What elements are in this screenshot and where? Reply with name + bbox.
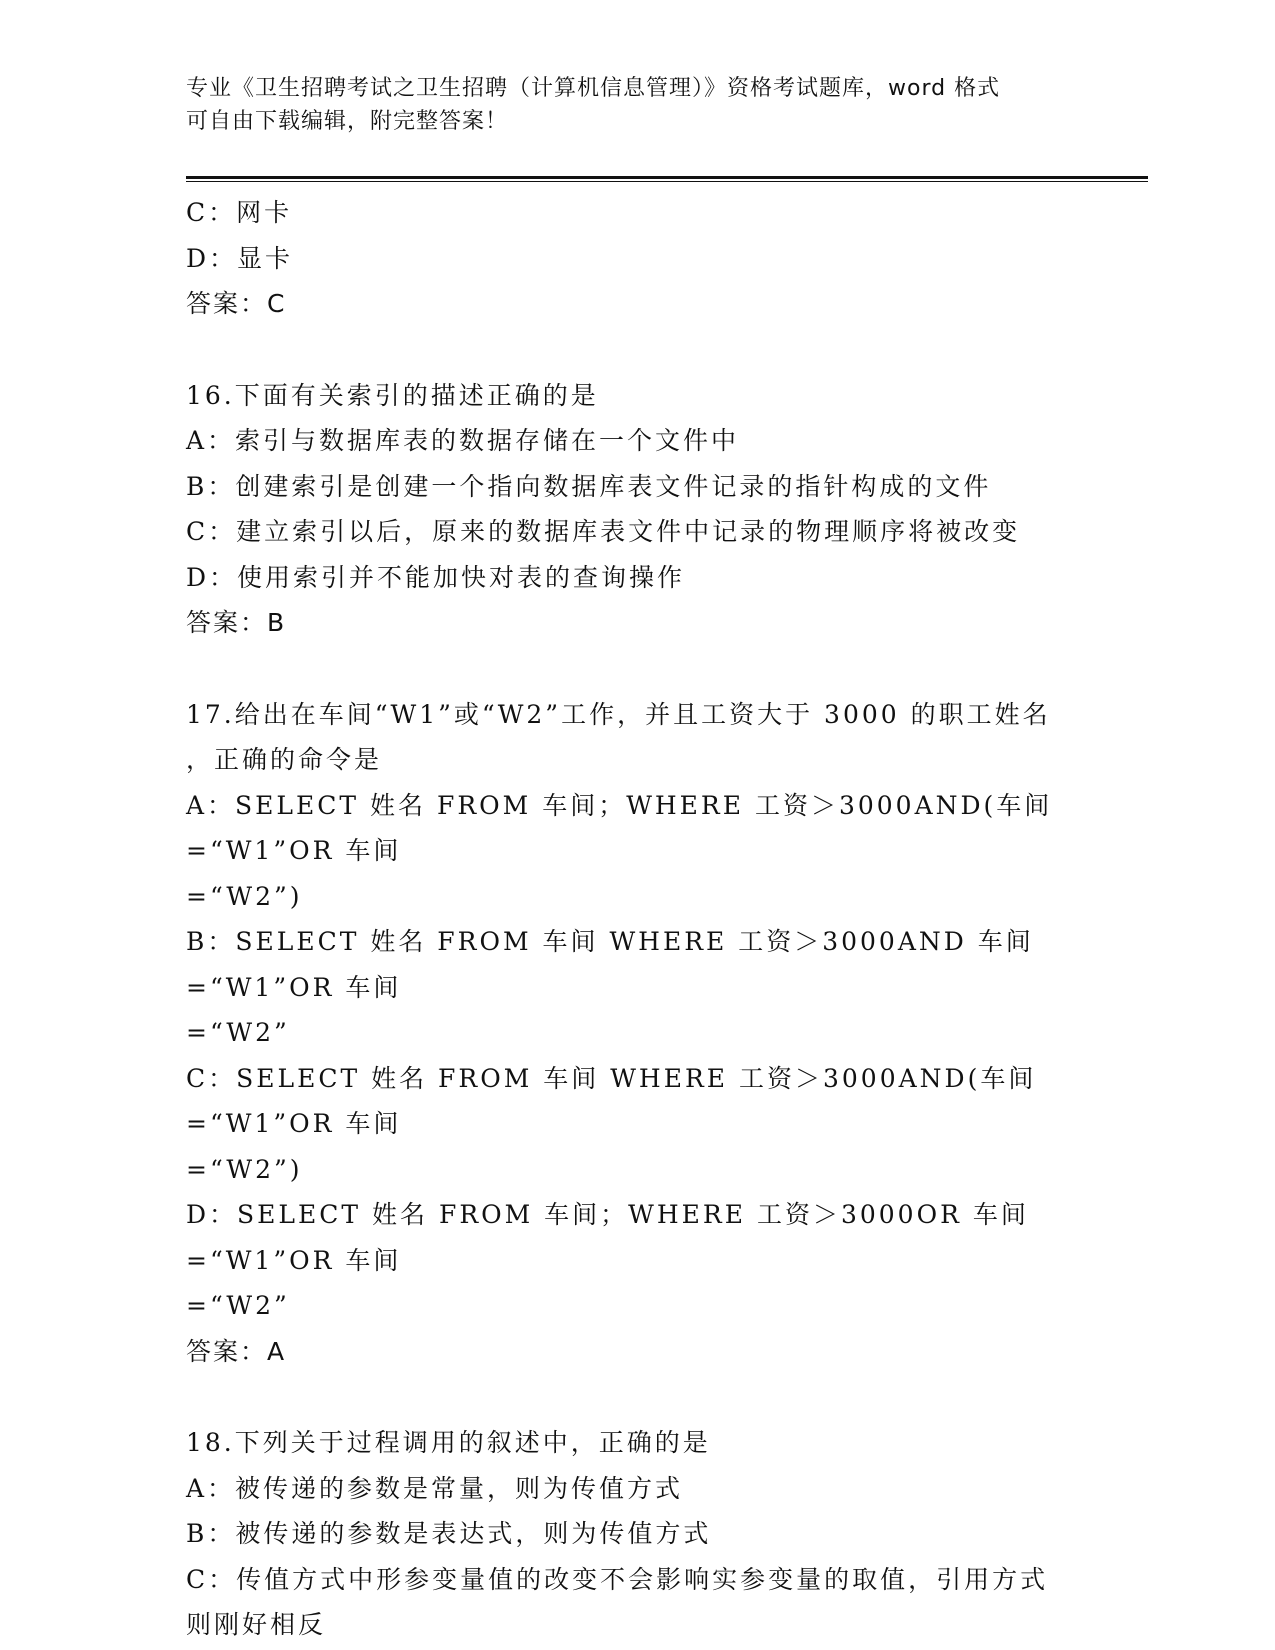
question-17: [186, 692, 1086, 1375]
question-gap: [186, 1374, 1086, 1420]
answer-line: 答案：B: [186, 608, 287, 637]
previous-question-tail: [186, 190, 1086, 327]
option-c-line-1: C：SELECT 姓名 FROM 车间 WHERE 工资＞3000AND(车间=“W1”OR 车间: [186, 1063, 1037, 1138]
option-c: C：网卡: [186, 198, 293, 227]
question-stem: 16.下面有关索引的描述正确的是: [186, 380, 599, 410]
option-d: D：显卡: [186, 243, 294, 273]
question-16: [186, 373, 1086, 646]
option-a-line-1: A：SELECT 姓名 FROM 车间；WHERE 工资＞3000AND(车间=“W1”OR 车间: [186, 790, 1053, 865]
option-d: D：使用索引并不能加快对表的查询操作: [186, 562, 686, 592]
option-a: A：索引与数据库表的数据存储在一个文件中: [186, 426, 740, 455]
document-header: [186, 72, 1086, 138]
option-b: B：创建索引是创建一个指向数据库表文件记录的指针构成的文件: [186, 471, 992, 501]
option-c-line-2: 则刚好相反: [186, 1610, 327, 1639]
answer-line: 答案：A: [186, 1336, 287, 1366]
header-rule-thick: [186, 176, 1148, 179]
option-d-line-2: =“W2”: [186, 1291, 290, 1320]
header-rule-thin: [186, 181, 1148, 182]
question-stem-line-1: 17.给出在车间“W1”或“W2”工作，并且工资大于 3000 的职工姓名: [186, 699, 1051, 729]
option-c: C：建立索引以后，原来的数据库表文件中记录的物理顺序将被改变: [186, 517, 1021, 546]
option-a: A：被传递的参数是常量，则为传值方式: [186, 1473, 684, 1503]
question-gap: [186, 646, 1086, 692]
question-gap: [186, 327, 1086, 373]
answer-line: 答案：C: [186, 289, 287, 318]
option-a-line-2: =“W2”): [186, 881, 303, 911]
option-b: B：被传递的参数是表达式，则为传值方式: [186, 1519, 712, 1548]
option-b-line-1: B：SELECT 姓名 FROM 车间 WHERE 工资＞3000AND 车间=“W1”OR 车间: [186, 927, 1034, 1002]
question-stem-line-2: ，正确的命令是: [186, 745, 383, 774]
option-d-line-1: D：SELECT 姓名 FROM 车间；WHERE 工资＞3000OR 车间=“W1”OR 车间: [186, 1200, 1029, 1275]
header-line-1: 专业《卫生招聘考试之卫生招聘（计算机信息管理）》资格考试题库，word 格式: [186, 76, 1001, 101]
option-b-line-2: =“W2”: [186, 1018, 290, 1047]
option-c-line-1: C：传值方式中形参变量值的改变不会影响实参变量的取值，引用方式: [186, 1564, 1049, 1594]
option-c-line-2: =“W2”): [186, 1154, 303, 1184]
header-line-2: 可自由下载编辑，附完整答案！: [186, 109, 509, 134]
question-18: [186, 1420, 1086, 1648]
question-content: [186, 190, 1086, 1648]
question-stem: 18.下列关于过程调用的叙述中，正确的是: [186, 1428, 711, 1457]
